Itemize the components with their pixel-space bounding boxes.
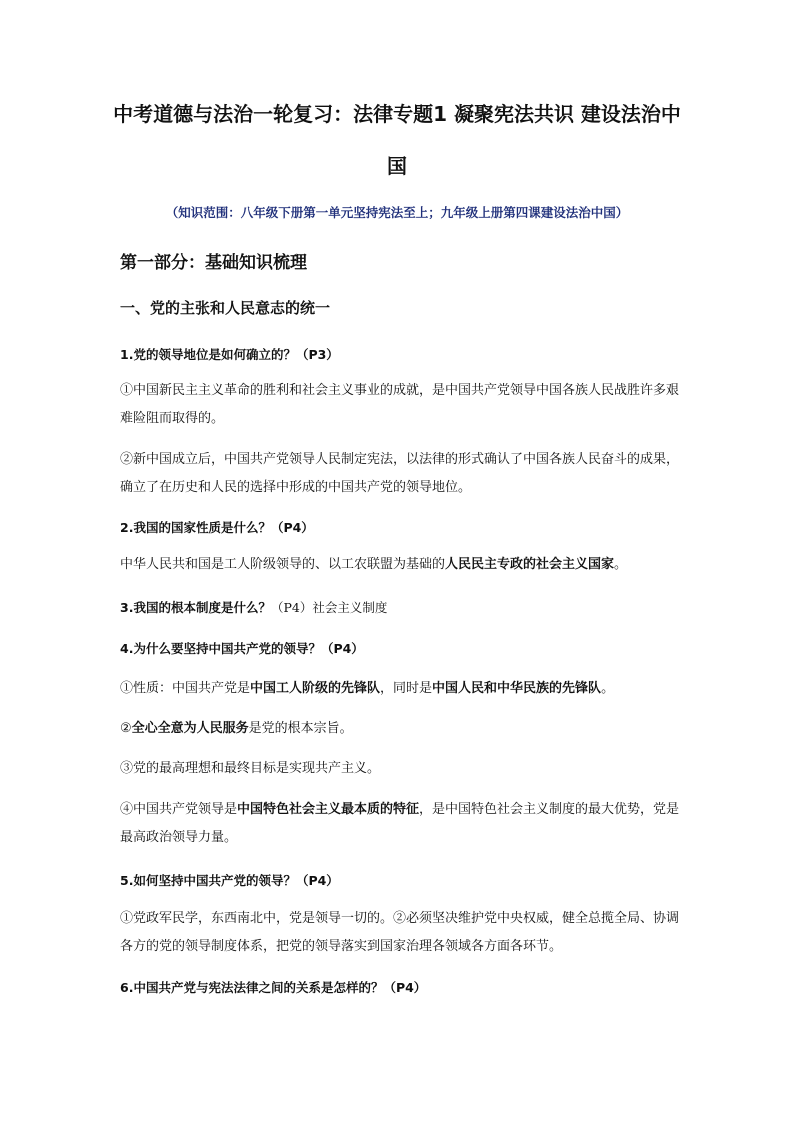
answer-2: 中华人民共和国是工人阶级领导的、以工农联盟为基础的人民民主专政的社会主义国家。 (120, 557, 628, 572)
answer-4-3: ③党的最高理想和最终目标是实现共产主义。 (120, 761, 381, 776)
answer-4-2: ②全心全意为人民服务是党的根本宗旨。 (120, 721, 353, 736)
part-heading: 第一部分：基础知识梳理 (120, 253, 307, 273)
knowledge-scope: （知识范围：八年级下册第一单元坚持宪法至上；九年级上册第四课建设法治中国） (165, 205, 629, 220)
section-heading: 一、党的主张和人民意志的统一 (120, 299, 331, 317)
title-line-2: 国 (387, 154, 407, 178)
answer-5: ①党政军民学，东西南北中，党是领导一切的。②必须坚决维护党中央权威，健全总揽全局、协调各方的党的领导制度体系，把党的领导落实到国家治理各领域各方面各环节。 (120, 911, 680, 954)
answer-4-4: ④中国共产党领导是中国特色社会主义最本质的特征，是中国特色社会主义制度的最大优势，党是最高政治领导力量。 (120, 802, 680, 845)
question-6: 6.中国共产党与宪法法律之间的关系是怎样的？（P4） (120, 980, 427, 995)
document-title (100, 88, 694, 192)
question-1: 1.党的领导地位是如何确立的？（P3） (120, 347, 339, 362)
question-2: 2.我国的国家性质是什么？（P4） (120, 520, 314, 535)
title-line-1: 中考道德与法治一轮复习：法律专题1 凝聚宪法共识 建设法治中 (113, 102, 681, 126)
question-5: 5.如何坚持中国共产党的领导？（P4） (120, 873, 339, 888)
answer-4-1: ①性质：中国共产党是中国工人阶级的先锋队，同时是中国人民和中华民族的先锋队。 (120, 681, 615, 696)
answer-1-1: ①中国新民主主义革命的胜利和社会主义事业的成就，是中国共产党领导中国各族人民战胜许多艰难险阻而取得的。 (120, 383, 680, 426)
question-4: 4.为什么要坚持中国共产党的领导？（P4） (120, 641, 364, 656)
question-3-answer: （P4）社会主义制度 (270, 600, 388, 615)
answer-2-emphasis: 人民民主专政的社会主义国家 (445, 557, 615, 572)
question-3: 3.我国的根本制度是什么？（P4）社会主义制度 (120, 600, 388, 615)
answer-1-2: ②新中国成立后，中国共产党领导人民制定宪法，以法律的形式确认了中国各族人民奋斗的成果，确立了在历史和人民的选择中形成的中国共产党的领导地位。 (120, 452, 680, 495)
